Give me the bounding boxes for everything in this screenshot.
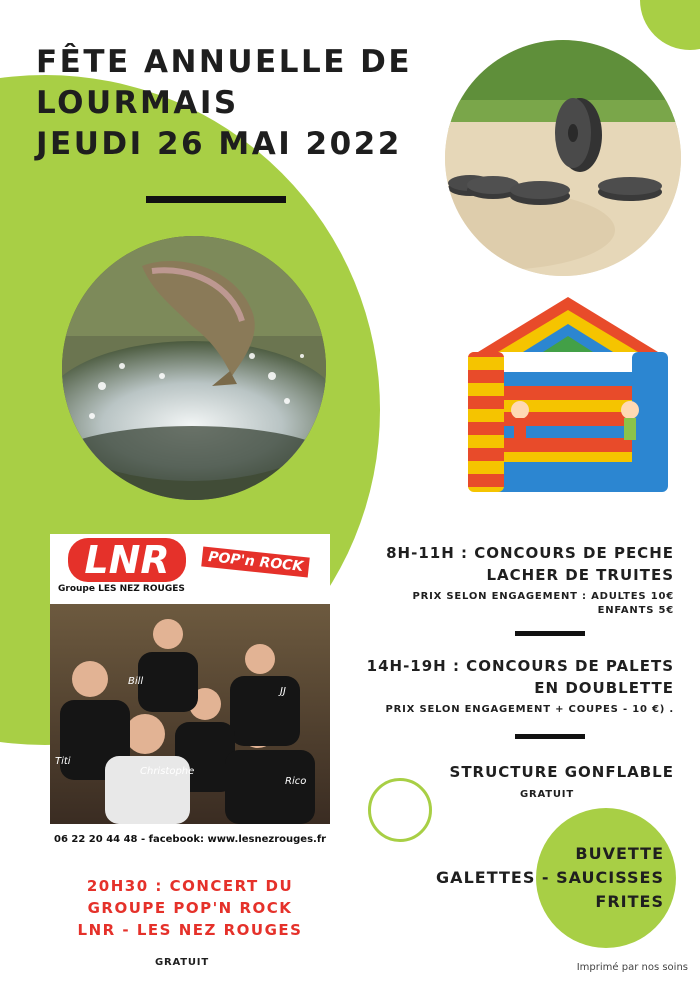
event-gonflable [450, 761, 674, 783]
poster-logo: LNR [68, 538, 186, 582]
event-peche-price1: PRIX SELON ENGAGEMENT : ADULTES 10€ [412, 591, 674, 602]
event-concert [50, 875, 330, 941]
signature-jj: JJ [280, 686, 286, 697]
signature-rico: Rico [285, 776, 307, 787]
event-buvette-line2: GALETTES - SAUCISSES [436, 868, 664, 887]
divider-2 [515, 734, 585, 739]
poster-contact: 06 22 20 44 48 - facebook: www.lesnezrouges.fr [54, 834, 327, 845]
footer-note: Imprimé par nos soins [576, 962, 688, 973]
event-gonflable-price: GRATUIT [520, 789, 574, 800]
event-buvette [436, 842, 664, 914]
title-line-3: JEUDI 26 MAI 2022 [36, 126, 402, 162]
page-title [36, 42, 412, 165]
event-peche-line1: 8H-11H : CONCOURS DE PECHE [386, 544, 674, 562]
event-peche [386, 542, 674, 618]
green-circle-top-right [640, 0, 700, 50]
poster-group-name: Groupe LES NEZ ROUGES [58, 584, 185, 594]
event-buvette-line1: BUVETTE [575, 844, 664, 863]
signature-titi: Titi [55, 756, 71, 767]
signature-bill: Bill [128, 676, 144, 687]
event-peche-price2: ENFANTS 5€ [597, 605, 674, 616]
event-palets-line2: EN DOUBLETTE [534, 679, 674, 697]
event-palets [367, 655, 674, 717]
band-poster [50, 534, 330, 864]
palets-photo [445, 40, 681, 276]
poster-badge: POP'n ROCK [201, 546, 310, 577]
event-peche-line2: LACHER DE TRUITES [486, 566, 674, 584]
event-palets-price: PRIX SELON ENGAGEMENT + COUPES - 10 €) . [385, 704, 674, 715]
bouncy-castle-image [468, 292, 668, 497]
trout-photo [62, 236, 326, 500]
event-concert-line3: LNR - LES NEZ ROUGES [77, 921, 303, 939]
event-concert-line2: GROUPE POP'N ROCK [87, 899, 293, 917]
signature-christophe: Christophe [140, 766, 195, 777]
divider-1 [515, 631, 585, 636]
event-buvette-line3: FRITES [595, 892, 664, 911]
title-line-2: LOURMAIS [36, 85, 239, 121]
event-palets-line1: 14H-19H : CONCOURS DE PALETS [366, 657, 674, 675]
event-concert-line1: 20H30 : CONCERT DU [86, 877, 294, 895]
event-gonflable-line1: STRUCTURE GONFLABLE [449, 763, 674, 781]
title-divider [146, 196, 286, 203]
title-line-1: FÊTE ANNUELLE DE [36, 44, 413, 80]
event-concert-price: GRATUIT [155, 957, 209, 968]
green-ring-outline [368, 778, 432, 842]
